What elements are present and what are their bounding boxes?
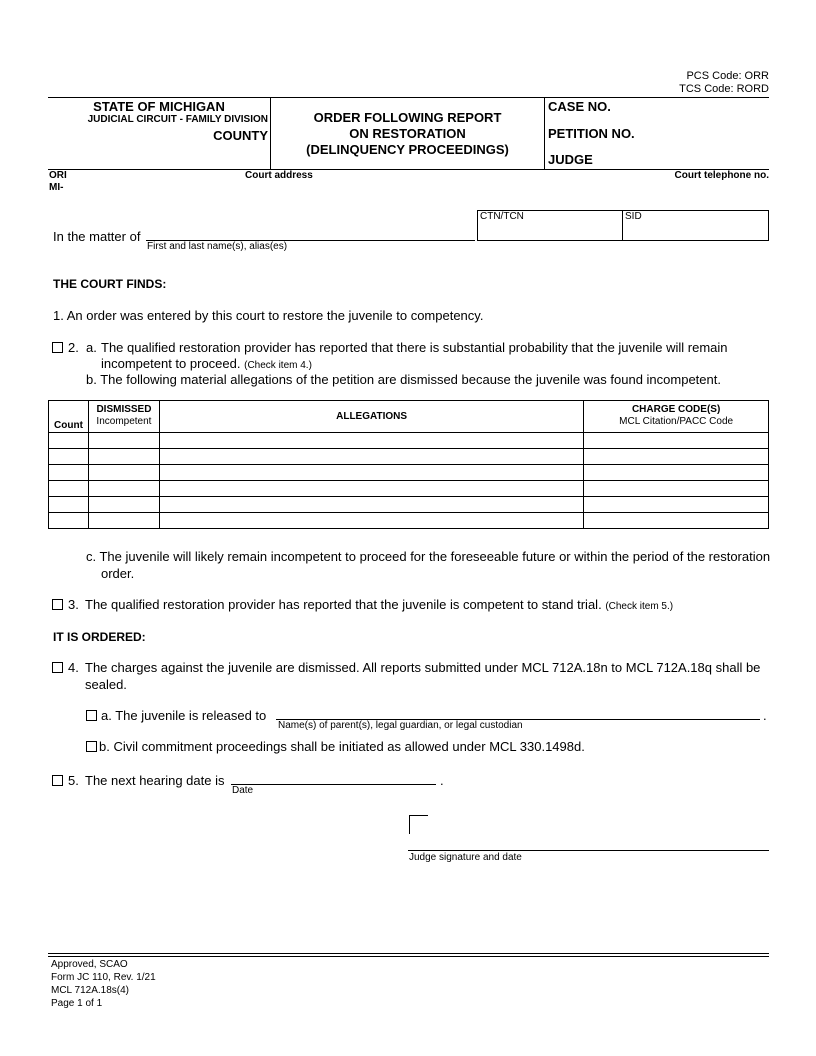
item3-number: 3. (68, 597, 79, 612)
state-name: STATE OF MICHIGAN (93, 99, 225, 114)
footer-approved: Approved, SCAO (51, 959, 128, 970)
item2b-text: b. The following material allegations of the petition are dismissed because the juvenile was found incompetent. (86, 372, 721, 387)
charge-cell[interactable] (584, 513, 769, 529)
allegation-cell[interactable] (159, 497, 583, 513)
header-top-rule (48, 97, 769, 98)
allegation-cell[interactable] (159, 449, 583, 465)
item2a-note: (Check item 4.) (244, 360, 312, 371)
findings-heading: THE COURT FINDS: (53, 277, 167, 291)
matter-label: In the matter of (53, 229, 141, 244)
count-cell[interactable] (49, 449, 89, 465)
form-title (271, 110, 544, 158)
court-telephone-label: Court telephone no. (674, 170, 769, 181)
charge-cell[interactable] (584, 497, 769, 513)
footer-page: Page 1 of 1 (51, 998, 103, 1009)
item4b-text: b. Civil commitment proceedings shall be initiated as allowed under MCL 330.1498d. (99, 739, 585, 754)
dismissed-cell[interactable] (88, 513, 159, 529)
form-title-line2: ON RESTORATION (349, 126, 466, 141)
item3-text: The qualified restoration provider has reported that the juvenile is competent to stand trial. (85, 597, 602, 612)
count-cell[interactable] (49, 513, 89, 529)
col-dismissed-header (88, 401, 159, 433)
petition-no-label: PETITION NO. (548, 126, 635, 141)
count-cell[interactable] (49, 497, 89, 513)
col-dismissed-sub: Incompetent (96, 416, 152, 427)
seal-corner-mark (409, 815, 428, 834)
header-bottom-rule (48, 169, 769, 170)
judge-signature-caption: Judge signature and date (409, 852, 522, 863)
item4-line2: sealed. (85, 677, 127, 692)
col-allegations-header: ALLEGATIONS (159, 401, 583, 433)
item4a-checkbox[interactable] (86, 710, 97, 721)
item4-checkbox[interactable] (52, 662, 63, 673)
item4a-caption: Name(s) of parent(s), legal guardian, or legal custodian (278, 720, 523, 731)
circuit-label: JUDICIAL CIRCUIT - FAMILY DIVISION (87, 114, 268, 125)
allegation-cell[interactable] (159, 433, 583, 449)
mi-label: MI- (49, 182, 64, 193)
item2c-line2: order. (101, 566, 135, 581)
item4-line1: The charges against the juvenile are dismissed. All reports submitted under MCL 712A.18n to MCL 712A.18q shall be (85, 660, 761, 675)
table-row (49, 465, 769, 481)
item2a-line2 (101, 356, 312, 371)
item3-checkbox[interactable] (52, 599, 63, 610)
count-cell[interactable] (49, 481, 89, 497)
footer-rule-top (48, 953, 769, 954)
table-row (49, 513, 769, 529)
judge-label: JUDGE (548, 152, 593, 167)
ctn-field[interactable] (478, 222, 621, 240)
allegation-cell[interactable] (159, 465, 583, 481)
item5-text: The next hearing date is (85, 773, 225, 788)
sid-field[interactable] (623, 222, 767, 240)
allegations-table (48, 400, 769, 529)
count-cell[interactable] (49, 433, 89, 449)
matter-name-caption: First and last name(s), alias(es) (147, 241, 288, 252)
footer-mcl: MCL 712A.18s(4) (51, 985, 129, 996)
dismissed-cell[interactable] (88, 481, 159, 497)
footer-rule-bottom (48, 956, 769, 957)
footer-info (51, 958, 156, 1010)
ori-label: ORI (49, 170, 67, 181)
allegation-cell[interactable] (159, 513, 583, 529)
header-divider-right (544, 97, 545, 169)
sid-label: SID (625, 211, 642, 222)
item2a-prefix: a. (86, 340, 97, 355)
orders-heading: IT IS ORDERED: (53, 630, 146, 644)
table-row (49, 449, 769, 465)
charge-cell[interactable] (584, 433, 769, 449)
charge-cell[interactable] (584, 449, 769, 465)
table-row (49, 497, 769, 513)
form-title-line1: ORDER FOLLOWING REPORT (313, 110, 502, 125)
dismissed-cell[interactable] (88, 449, 159, 465)
charge-cell[interactable] (584, 465, 769, 481)
item2a-text: The qualified restoration provider has reported that there is substantial probability that the juvenile will remain (101, 340, 728, 355)
table-row (49, 481, 769, 497)
col-charge-title: CHARGE CODE(S) (631, 404, 721, 415)
next-hearing-date-field[interactable] (231, 784, 436, 785)
item5-caption: Date (232, 785, 254, 796)
col-dismissed-title: DISMISSED (96, 404, 152, 415)
item3-line (85, 597, 673, 612)
item2-checkbox[interactable] (52, 342, 63, 353)
dismissed-cell[interactable] (88, 433, 159, 449)
item2a-text2: incompetent to proceed. (101, 356, 241, 371)
case-no-label: CASE NO. (548, 99, 611, 114)
item4-number: 4. (68, 660, 79, 675)
judge-signature-field[interactable] (408, 850, 769, 851)
finding-item1: 1. An order was entered by this court to restore the juvenile to competency. (53, 308, 484, 323)
count-cell[interactable] (49, 465, 89, 481)
county-label: COUNTY (213, 128, 268, 143)
item4a-end: . (763, 708, 767, 723)
col-charge-header (584, 401, 769, 433)
item2-number: 2. (68, 340, 79, 355)
footer-form: Form JC 110, Rev. 1/21 (51, 972, 156, 983)
tcs-code: TCS Code: RORD (679, 83, 769, 95)
item2c-line1: c. The juvenile will likely remain incompetent to proceed for the foreseeable future or within the period of the restoration (86, 549, 771, 564)
form-codes (679, 70, 769, 96)
item3-note: (Check item 5.) (605, 601, 674, 612)
item4b-checkbox[interactable] (86, 741, 97, 752)
dismissed-cell[interactable] (88, 465, 159, 481)
pcs-code: PCS Code: ORR (686, 70, 769, 82)
court-address-label: Court address (245, 170, 313, 181)
charge-cell[interactable] (584, 481, 769, 497)
ctn-label: CTN/TCN (480, 211, 524, 222)
table-row (49, 433, 769, 449)
form-title-line3: (DELINQUENCY PROCEEDINGS) (306, 142, 509, 157)
allegations-header-row (49, 401, 769, 433)
dismissed-cell[interactable] (88, 497, 159, 513)
col-charge-sub: MCL Citation/PACC Code (619, 416, 734, 427)
allegation-cell[interactable] (159, 481, 583, 497)
item4a-text: a. The juvenile is released to (101, 708, 267, 723)
item5-number: 5. (68, 773, 79, 788)
item5-end: . (440, 773, 444, 788)
col-count-header: Count (49, 401, 89, 433)
item5-checkbox[interactable] (52, 775, 63, 786)
